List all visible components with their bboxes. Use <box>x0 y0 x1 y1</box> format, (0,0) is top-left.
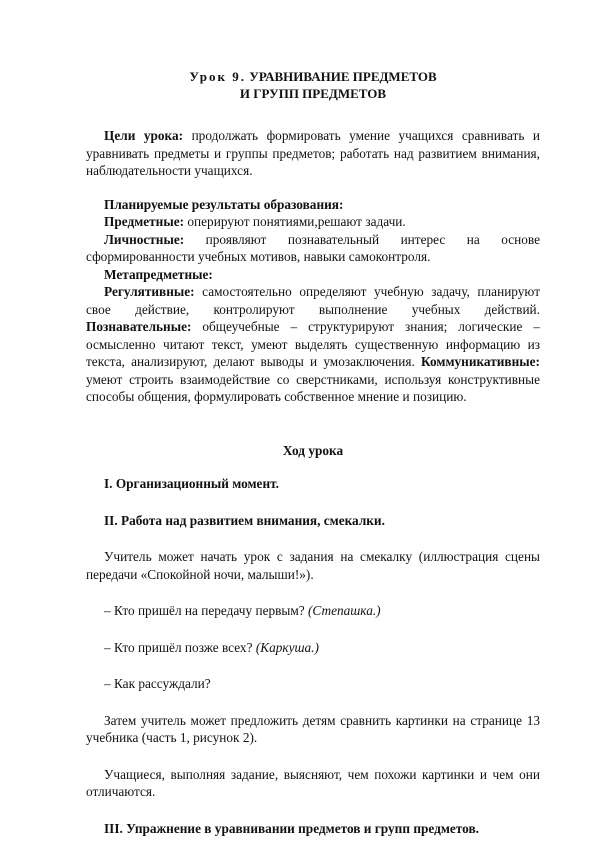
personal-text-line2: сформированности учебных мотивов, навыки самоконтроля. <box>86 249 431 264</box>
answer-first: (Степашка.) <box>307 603 381 618</box>
personal-results-line1 <box>86 231 540 249</box>
section-equalizing: III. Упражнение в уравнивании предметов и групп предметов. <box>104 820 479 836</box>
goals-paragraph <box>86 127 540 180</box>
lesson-title-prefix: Урок 9. <box>189 69 247 84</box>
paragraph-students-find: Учащиеся, выполняя задание, выясняют, чем похожи картинки и чем они отличаются. <box>86 766 540 799</box>
personal-text-line1: проявляют познавательный интерес на основе <box>205 231 540 247</box>
goals-text: продолжать формировать умение учащихся сравнивать и уравнивать предметы и группы предметов; работать над развитием внимания, наблюдательности учащихся. <box>86 128 540 178</box>
meta-results <box>86 283 540 406</box>
question-last-text: – Кто пришёл позже всех? <box>104 639 253 655</box>
question-first-text: – Кто пришёл на передачу первым? <box>104 603 305 618</box>
paragraph-riddle: Учитель может начать урок с задания на смекалку (иллюстрация сцены передачи «Спокойной ночи, малыши!»). <box>86 549 540 582</box>
planned-results-heading: Планируемые результаты образования: <box>104 196 344 212</box>
communicative-label: Коммуникативные: <box>421 354 540 369</box>
section-organizational: I. Организационный момент. <box>104 476 279 491</box>
question-first <box>86 602 540 620</box>
section-attention: II. Работа над развитием внимания, смекалки. <box>104 512 385 528</box>
personal-label: Личностные: <box>104 231 185 247</box>
lesson-title-line2: И ГРУПП ПРЕДМЕТОВ <box>239 86 387 101</box>
cognitive-text: общеучебные – структурируют знания; логические – осмысленно читают текст, умеют выделять существенную информацию из текста, анализируют, делают выводы и умозаключения. <box>86 319 540 369</box>
lesson-flow-heading: Ход урока <box>282 442 344 458</box>
subject-results <box>86 213 540 231</box>
answer-last: (Каркуша.) <box>255 639 319 655</box>
lesson-title-line1: УРАВНИВАНИЕ ПРЕДМЕТОВ <box>249 69 437 84</box>
subject-text: оперируют понятиями,решают задачи. <box>187 214 406 229</box>
question-reasoning: – Как рассуждали? <box>104 676 211 691</box>
question-last <box>86 639 540 657</box>
regulatory-text: самостоятельно определяют учебную задачу, планируют свое действие, контролируют выполнение учебных действий. <box>86 284 541 317</box>
meta-label: Метапредметные: <box>104 266 213 282</box>
regulatory-label: Регулятивные: <box>104 284 195 299</box>
communicative-text: умеют строить взаимодействие со сверстниками, используя конструктивные способы общения, формулировать собственное мнение и позицию. <box>86 371 540 404</box>
cognitive-label: Познавательные: <box>86 319 192 334</box>
goals-label: Цели урока: <box>104 128 184 143</box>
paragraph-compare-pictures: Затем учитель может предложить детям сравнить картинки на странице 13 учебника (часть 1, рисунок 2). <box>86 712 540 745</box>
subject-label: Предметные: <box>104 214 185 229</box>
lesson-title <box>86 68 540 102</box>
